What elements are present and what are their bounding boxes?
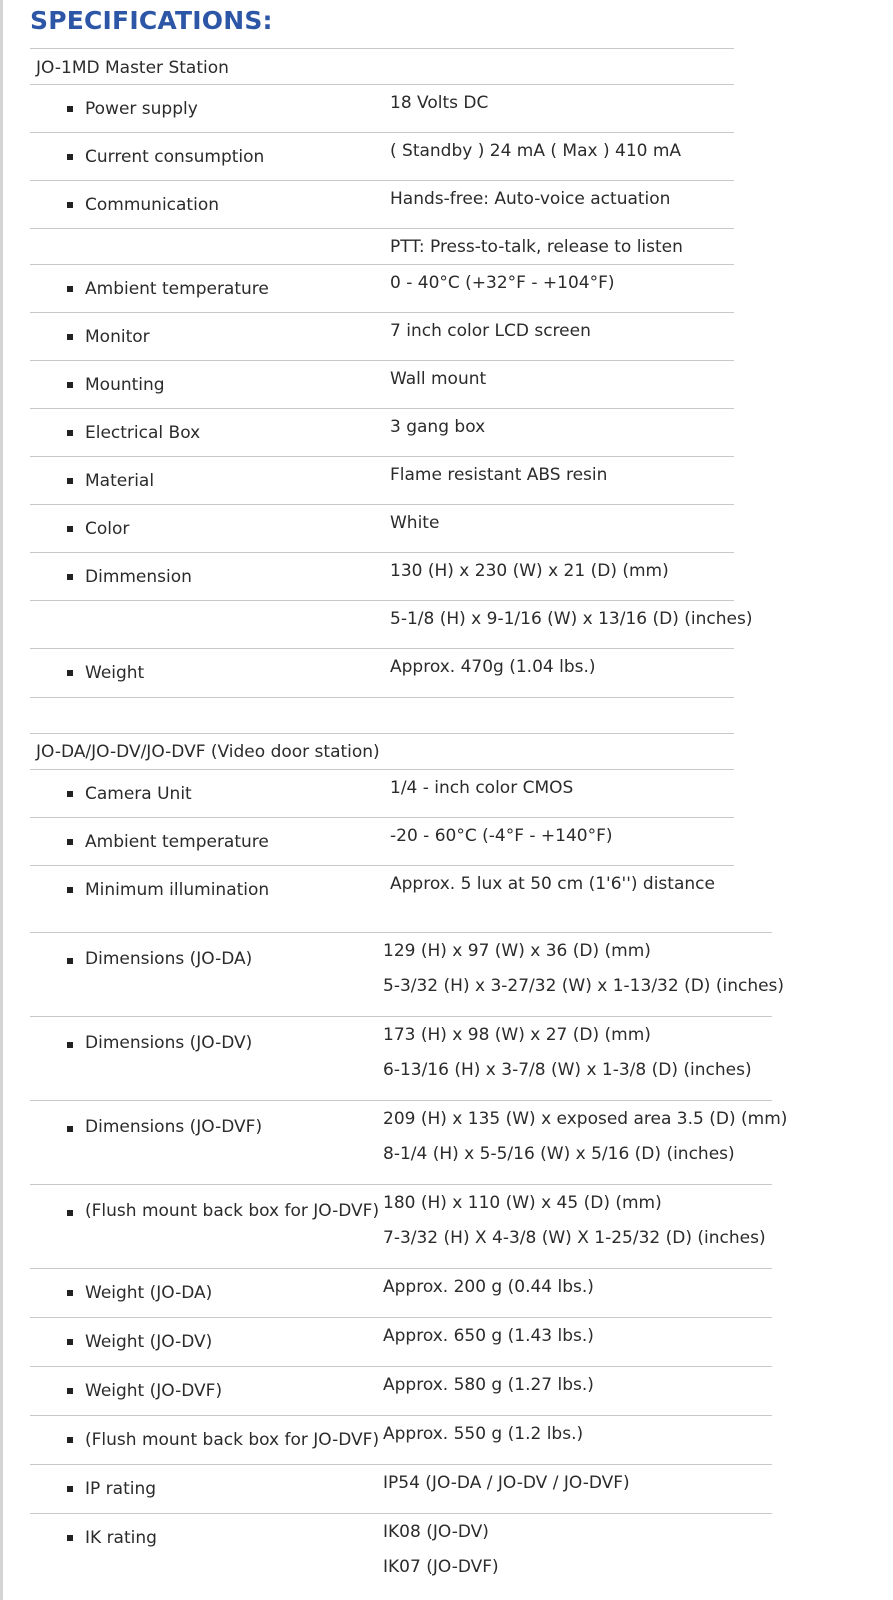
spec-label: Camera Unit: [85, 784, 192, 804]
spec-label: Dimensions (JO-DA): [85, 949, 253, 969]
bullet-icon: [67, 1339, 73, 1345]
bullet-icon: [67, 202, 73, 208]
spec-label: Minimum illumination: [85, 880, 270, 900]
table-row: [30, 1464, 772, 1513]
table-row: [30, 1016, 772, 1100]
spec-value: Hands-free: Auto-voice actuation: [390, 189, 671, 209]
spec-value: IP54 (JO-DA / JO-DV / JO-DVF): [383, 1473, 630, 1493]
table-row: [30, 552, 734, 600]
spec-label: Dimensions (JO-DV): [85, 1033, 253, 1053]
bullet-icon: [67, 1210, 73, 1216]
spec-label: Color: [85, 519, 130, 539]
spec-value: ( Standby ) 24 mA ( Max ) 410 mA: [390, 141, 682, 161]
spec-value: 3 gang box: [390, 417, 486, 437]
table-row: [30, 504, 734, 552]
spec-value-secondary: 7-3/32 (H) X 4-3/8 (W) X 1-25/32 (D) (inches): [383, 1228, 766, 1248]
specs-table-door-wide: [30, 932, 788, 1597]
bullet-icon: [67, 1388, 73, 1394]
bullet-icon: [67, 839, 73, 845]
spec-value: White: [390, 513, 440, 533]
bullet-icon: [67, 478, 73, 484]
bullet-icon: [67, 791, 73, 797]
table-row: [30, 1513, 772, 1597]
spec-value: 180 (H) x 110 (W) x 45 (D) (mm): [383, 1193, 662, 1213]
bullet-icon: [67, 286, 73, 292]
table-row: [30, 456, 734, 504]
spec-label: Material: [85, 471, 155, 491]
spec-value: 129 (H) x 97 (W) x 36 (D) (mm): [383, 941, 651, 961]
spacer-row: [30, 697, 734, 733]
bullet-icon: [67, 154, 73, 160]
table-row: [30, 1317, 772, 1366]
table-row: [30, 408, 734, 456]
spec-label: Weight (JO-DVF): [85, 1381, 223, 1401]
spec-value: Approx. 550 g (1.2 lbs.): [383, 1424, 584, 1444]
bullet-icon: [67, 430, 73, 436]
table-row: [30, 1184, 772, 1268]
spec-value-secondary: 6-13/16 (H) x 3-7/8 (W) x 1-3/8 (D) (inches): [383, 1060, 752, 1080]
spec-value: 1/4 - inch color CMOS: [390, 778, 574, 798]
table-row: [30, 1268, 772, 1317]
spec-value: Approx. 5 lux at 50 cm (1'6'') distance: [390, 874, 715, 894]
spec-label: Power supply: [85, 99, 198, 119]
table-row: [30, 1415, 772, 1464]
spec-label: Weight (JO-DV): [85, 1332, 213, 1352]
spec-label: Electrical Box: [85, 423, 201, 443]
spec-value-secondary: 5-3/32 (H) x 3-27/32 (W) x 1-13/32 (D) (inches): [383, 976, 785, 996]
spec-value-secondary: 8-1/4 (H) x 5-5/16 (W) x 5/16 (D) (inches): [383, 1144, 735, 1164]
spec-label: Mounting: [85, 375, 165, 395]
spec-value: 173 (H) x 98 (W) x 27 (D) (mm): [383, 1025, 651, 1045]
bullet-icon: [67, 1486, 73, 1492]
spec-value: Flame resistant ABS resin: [390, 465, 608, 485]
spec-value: Approx. 470g (1.04 lbs.): [390, 657, 596, 677]
spec-label: Ambient temperature: [85, 832, 269, 852]
spec-value: IK08 (JO-DV): [383, 1522, 489, 1542]
table-row: [30, 769, 734, 817]
spec-value: 130 (H) x 230 (W) x 21 (D) (mm): [390, 561, 669, 581]
table-row: [30, 600, 753, 648]
bullet-icon: [67, 334, 73, 340]
spec-label: (Flush mount back box for JO-DVF): [85, 1201, 380, 1221]
section-heading-text: JO-DA/JO-DV/JO-DVF (Video door station): [36, 742, 380, 762]
spec-value: Wall mount: [390, 369, 487, 389]
table-row: [30, 264, 734, 312]
spec-label: IK rating: [85, 1528, 157, 1548]
section-heading-text: JO-1MD Master Station: [36, 58, 229, 78]
table-row: [30, 817, 734, 865]
spec-value: PTT: Press-to-talk, release to listen: [390, 237, 683, 257]
table-row: [30, 84, 734, 132]
bullet-icon: [67, 574, 73, 580]
bullet-icon: [67, 526, 73, 532]
spec-value-secondary: IK07 (JO-DVF): [383, 1557, 499, 1577]
table-row: [30, 132, 734, 180]
table-row: [30, 180, 734, 228]
bullet-icon: [67, 1126, 73, 1132]
table-row: [30, 360, 734, 408]
spec-label: Dimensions (JO-DVF): [85, 1117, 263, 1137]
table-row: [30, 1366, 772, 1415]
bullet-icon: [67, 958, 73, 964]
specs-table-master: [30, 48, 753, 913]
table-row: [30, 648, 734, 697]
spec-label: (Flush mount back box for JO-DVF): [85, 1430, 380, 1450]
spec-label: Current consumption: [85, 147, 265, 167]
bullet-icon: [67, 1535, 73, 1541]
table-row: [30, 228, 734, 264]
spec-label: Ambient temperature: [85, 279, 269, 299]
section-heading-door: [30, 733, 734, 769]
bullet-icon: [67, 1042, 73, 1048]
spec-value: 18 Volts DC: [390, 93, 489, 113]
table-row: [30, 312, 734, 360]
spec-value: Approx. 580 g (1.27 lbs.): [383, 1375, 594, 1395]
bullet-icon: [67, 670, 73, 676]
table-row: [30, 932, 785, 1016]
spec-label: Dimmension: [85, 567, 192, 587]
left-border: [0, 0, 3, 1600]
section-heading-master: [30, 48, 734, 84]
table-row: [30, 1100, 788, 1184]
spec-value: 7 inch color LCD screen: [390, 321, 591, 341]
bullet-icon: [67, 382, 73, 388]
spec-label: Communication: [85, 195, 219, 215]
table-row: [30, 865, 734, 913]
spec-value: 5-1/8 (H) x 9-1/16 (W) x 13/16 (D) (inches): [390, 609, 753, 629]
spec-label: Weight (JO-DA): [85, 1283, 213, 1303]
bullet-icon: [67, 1290, 73, 1296]
spec-label: IP rating: [85, 1479, 157, 1499]
spec-label: Weight: [85, 663, 145, 683]
bullet-icon: [67, 106, 73, 112]
spec-value: 209 (H) x 135 (W) x exposed area 3.5 (D) (mm): [383, 1109, 788, 1129]
page-title: SPECIFICATIONS:: [30, 6, 273, 35]
spec-value: Approx. 200 g (0.44 lbs.): [383, 1277, 594, 1297]
spec-label: Monitor: [85, 327, 150, 347]
spec-value: -20 - 60°C (-4°F - +140°F): [390, 826, 613, 846]
spec-value: Approx. 650 g (1.43 lbs.): [383, 1326, 594, 1346]
bullet-icon: [67, 887, 73, 893]
bullet-icon: [67, 1437, 73, 1443]
spec-value: 0 - 40°C (+32°F - +104°F): [390, 273, 615, 293]
